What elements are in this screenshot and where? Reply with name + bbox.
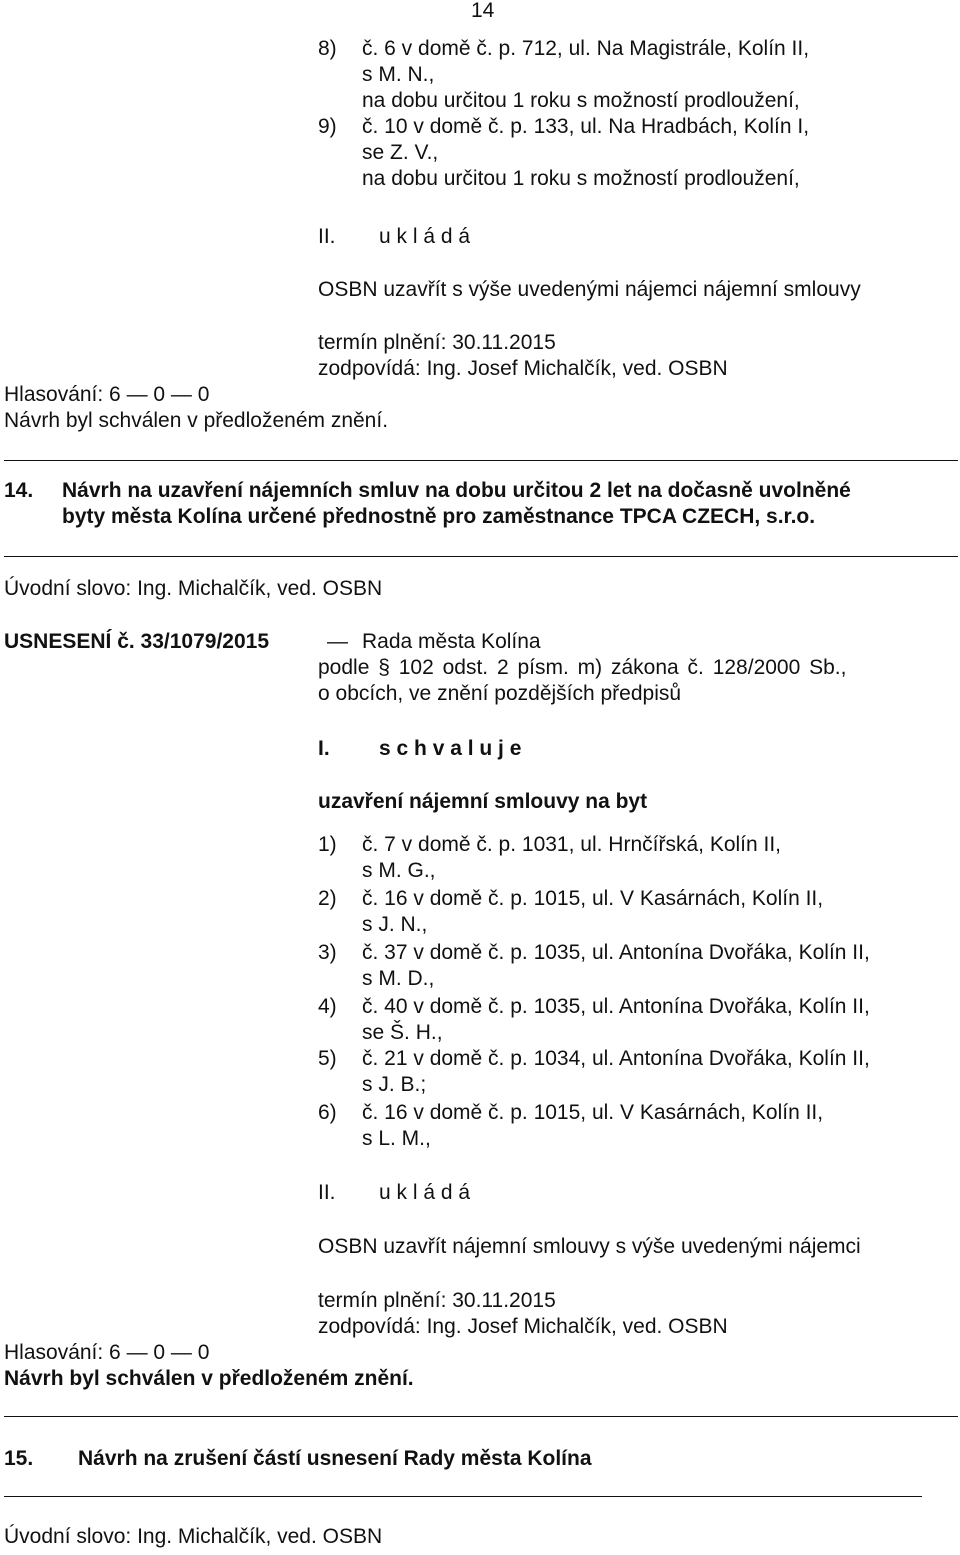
instruction-text: OSBN uzavřít s výše uvedenými nájemci nájemní smlouvy [318, 278, 861, 301]
list-item-number: 3) [318, 941, 337, 964]
section-verb: s c h v a l u j e [379, 737, 522, 760]
resolution-body: Rada města Kolína [362, 630, 541, 653]
list-item-line: s J. N., [362, 913, 428, 936]
agenda-item-title: Návrh na uzavření nájemních smluv na dobu určitou 2 let na dočasně uvolněné [62, 479, 851, 502]
list-item-line: se Š. H., [362, 1021, 443, 1044]
list-item-line: č. 40 v domě č. p. 1035, ul. Antonína Dvořáka, Kolín II, [362, 995, 870, 1018]
list-item-line: s M. G., [362, 859, 436, 882]
list-item-number: 2) [318, 887, 337, 910]
list-item-line: č. 16 v domě č. p. 1015, ul. V Kasárnách, Kolín II, [362, 1101, 824, 1124]
list-item-number: 6) [318, 1101, 337, 1124]
list-item-line: na dobu určitou 1 roku s možností prodloužení, [362, 167, 800, 190]
legal-basis: o obcích, ve znění pozdějších předpisů [318, 682, 682, 705]
page-number: 14 [471, 0, 495, 22]
list-item-line: se Z. V., [362, 141, 439, 164]
deadline: termín plnění: 30.11.2015 [318, 331, 556, 354]
approval-statement: Návrh byl schválen v předloženém znění. [4, 1367, 414, 1390]
section-number: II. [318, 1181, 336, 1204]
intro-speaker: Úvodní slovo: Ing. Michalčík, ved. OSBN [4, 1525, 383, 1548]
list-item-line: č. 16 v domě č. p. 1015, ul. V Kasárnách, Kolín II, [362, 887, 824, 910]
section-number: II. [318, 225, 336, 248]
instruction-text: OSBN uzavřít nájemní smlouvy s výše uvedenými nájemci [318, 1235, 861, 1258]
list-item-line: č. 10 v domě č. p. 133, ul. Na Hradbách, Kolín I, [362, 115, 810, 138]
list-item-line: s J. B.; [362, 1073, 427, 1096]
list-item-line: č. 7 v domě č. p. 1031, ul. Hrnčířská, Kolín II, [362, 833, 782, 856]
agenda-item-number: 14. [4, 479, 34, 502]
deadline: termín plnění: 30.11.2015 [318, 1289, 556, 1312]
resolution-subject: uzavření nájemní smlouvy na byt [318, 790, 648, 813]
agenda-item-title: Návrh na zrušení částí usnesení Rady města Kolína [78, 1447, 592, 1470]
list-item-line: č. 21 v domě č. p. 1034, ul. Antonína Dvořáka, Kolín II, [362, 1047, 870, 1070]
divider [4, 1416, 958, 1417]
legal-basis: podle § 102 odst. 2 písm. m) zákona č. 128/2000 Sb., [318, 656, 847, 679]
list-item-number: 1) [318, 833, 337, 856]
intro-speaker: Úvodní slovo: Ing. Michalčík, ved. OSBN [4, 577, 383, 600]
list-item-line: č. 37 v domě č. p. 1035, ul. Antonína Dvořáka, Kolín II, [362, 941, 870, 964]
responsible-person: zodpovídá: Ing. Josef Michalčík, ved. OSBN [318, 1315, 728, 1338]
divider [4, 1496, 922, 1497]
vote-result: Hlasování: 6 — 0 — 0 [4, 383, 210, 406]
list-item-line: č. 6 v domě č. p. 712, ul. Na Magistrále, Kolín II, [362, 37, 810, 60]
approval-statement: Návrh byl schválen v předloženém znění. [4, 409, 389, 432]
agenda-item-title: byty města Kolína určené přednostně pro zaměstnance TPCA CZECH, s.r.o. [62, 505, 816, 528]
resolution-number: USNESENÍ č. 33/1079/2015 [4, 630, 270, 653]
section-verb: u k l á d á [379, 1181, 471, 1204]
list-item-number: 9) [318, 115, 337, 138]
list-item-line: s L. M., [362, 1127, 431, 1150]
responsible-person: zodpovídá: Ing. Josef Michalčík, ved. OSBN [318, 357, 728, 380]
list-item-line: s M. D., [362, 967, 435, 990]
section-verb: u k l á d á [379, 225, 471, 248]
list-item-number: 5) [318, 1047, 337, 1070]
dash: — [327, 630, 348, 653]
list-item-line: s M. N., [362, 63, 435, 86]
list-item-line: na dobu určitou 1 roku s možností prodloužení, [362, 89, 800, 112]
list-item-number: 4) [318, 995, 337, 1018]
agenda-item-number: 15. [4, 1447, 34, 1470]
divider [4, 556, 958, 557]
list-item-number: 8) [318, 37, 337, 60]
divider [4, 460, 958, 461]
section-number: I. [318, 737, 330, 760]
vote-result: Hlasování: 6 — 0 — 0 [4, 1341, 210, 1364]
